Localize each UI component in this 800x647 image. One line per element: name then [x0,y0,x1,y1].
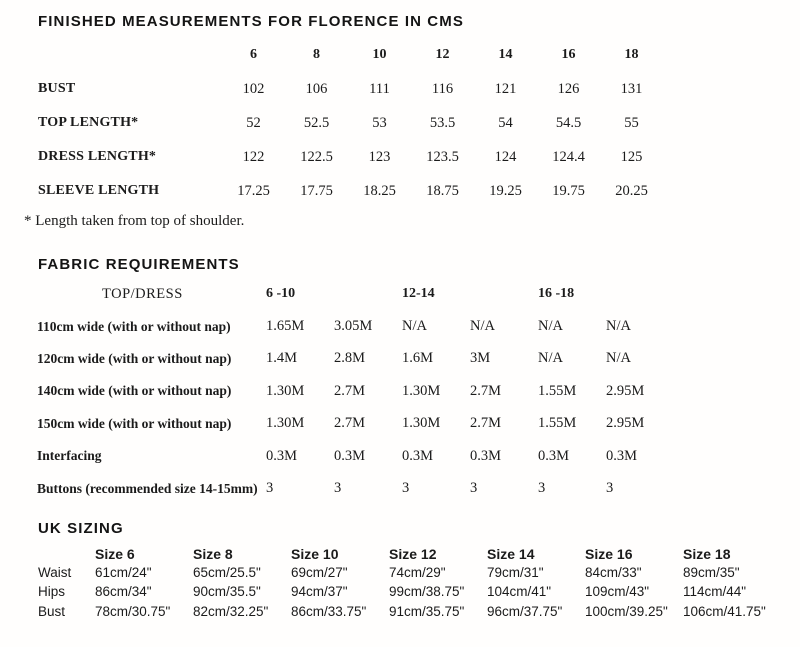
table-cell: 1.55M [538,382,577,399]
table-cell: 114cm/44" [683,584,747,600]
table-cell: 61cm/24" [95,565,152,581]
table-cell: 17.25 [237,182,270,199]
table-cell: 53 [372,114,387,131]
uk-sizing-title: UK SIZING [38,520,124,537]
table-cell: 124 [494,148,517,165]
table-cell: 2.7M [470,415,502,432]
table-cell: 1.65M [266,318,305,335]
table-cell: 3 [538,480,546,497]
table-cell: 84cm/33" [585,565,642,581]
table-cell: 1.30M [402,382,441,399]
table-cell: 2.95M [606,415,645,432]
table-cell: 1.6M [402,350,434,367]
table-cell: 53.5 [429,114,456,131]
table-cell: 122.5 [300,148,333,165]
table-cell: N/A [538,350,563,367]
table-cell: 78cm/30.75" [95,603,171,619]
size-column-header: 12 [435,47,450,62]
table-cell: 54.5 [555,114,582,131]
row-label-dress-length: DRESS LENGTH* [38,149,157,164]
table-cell: 3.05M [334,318,373,335]
table-cell: 102 [242,80,265,97]
table-cell: 91cm/35.75" [389,603,465,619]
fabric-requirements-table [37,278,674,505]
table-cell: 54 [498,114,513,131]
row-label-110cm: 110cm wide (with or without nap) [37,318,231,334]
table-cell: 100cm/39.25" [585,603,668,619]
table-cell: 0.3M [266,447,298,464]
size-column-header: 8 [313,47,320,62]
table-cell: 86cm/34" [95,584,152,600]
table-cell: N/A [606,350,631,367]
table-cell: 3 [402,480,410,497]
row-label-140cm: 140cm wide (with or without nap) [37,383,232,399]
table-cell: 124.4 [552,148,585,165]
row-label-hips: Hips [38,584,66,600]
table-cell: 1.4M [266,350,298,367]
table-cell: 19.25 [489,182,522,199]
uk-size-header: Size 8 [193,545,233,562]
table-cell: 125 [620,148,643,165]
table-cell: 116 [431,80,454,97]
table-cell: 2.95M [606,382,645,399]
table-cell: 19.75 [552,182,585,199]
row-label-bust: BUST [38,81,76,96]
table-cell: 1.30M [402,415,441,432]
size-column-header: 14 [498,47,513,62]
table-cell: 3 [266,480,274,497]
finished-measurements-title: FINISHED MEASUREMENTS FOR FLORENCE IN CMS [38,13,464,30]
table-cell: 90cm/35.5" [193,584,261,600]
table-cell: N/A [606,318,631,335]
table-cell: 106cm/41.75" [683,603,766,619]
shoulder-length-footnote: * Length taken from top of shoulder. [24,213,245,229]
table-cell: 122 [242,148,265,165]
table-cell: 18.75 [426,182,459,199]
row-label-waist: Waist [38,565,72,581]
table-cell: 3 [334,480,342,497]
uk-size-header: Size 14 [487,545,535,562]
table-cell: N/A [470,318,495,335]
uk-size-header: Size 18 [683,545,731,562]
table-cell: 104cm/41" [487,584,552,600]
table-cell: 82cm/32.25" [193,603,269,619]
table-cell: 1.30M [266,415,305,432]
table-cell: N/A [538,318,563,335]
uk-size-header: Size 12 [389,545,437,562]
table-cell: 65cm/25.5" [193,565,261,581]
table-cell: 1.30M [266,382,305,399]
uk-size-header: Size 10 [291,545,339,562]
table-cell: 121 [494,80,517,97]
table-cell: 0.3M [402,447,434,464]
row-label-150cm: 150cm wide (with or without nap) [37,415,232,431]
column-label-top-dress: TOP/DRESS [102,285,183,302]
table-cell: 126 [557,80,580,97]
uk-size-header: Size 6 [95,545,135,562]
table-cell: 79cm/31" [487,565,544,581]
table-cell: 89cm/35" [683,565,740,581]
table-cell: N/A [402,318,427,335]
size-group-header: 16 -18 [538,286,575,302]
table-cell: 0.3M [606,447,638,464]
table-cell: 3 [470,480,478,497]
table-cell: 18.25 [363,182,396,199]
table-cell: 99cm/38.75" [389,584,465,600]
size-column-header: 10 [372,47,387,62]
table-cell: 123.5 [426,148,459,165]
table-cell: 2.7M [470,382,502,399]
row-label-interfacing: Interfacing [37,448,102,464]
uk-size-header: Size 16 [585,545,633,562]
fabric-requirements-title: FABRIC REQUIREMENTS [38,256,240,273]
row-label-120cm: 120cm wide (with or without nap) [37,350,232,366]
table-cell: 52.5 [303,114,330,131]
table-cell: 0.3M [470,447,502,464]
table-cell: 1.55M [538,415,577,432]
table-cell: 20.25 [615,182,648,199]
table-cell: 2.8M [334,350,366,367]
row-label-buttons: Buttons (recommended size 14-15mm) [37,480,258,496]
table-cell: 0.3M [538,447,570,464]
table-cell: 74cm/29" [389,565,446,581]
row-label-sleeve-length: SLEEVE LENGTH [38,183,160,198]
table-cell: 2.7M [334,382,366,399]
table-cell: 3M [470,350,491,367]
size-group-header: 12-14 [402,286,435,302]
table-cell: 94cm/37" [291,584,348,600]
table-cell: 111 [369,80,390,97]
size-column-header: 6 [250,47,257,62]
finished-measurements-table [38,38,663,208]
table-cell: 3 [606,480,614,497]
table-cell: 96cm/37.75" [487,603,563,619]
table-cell: 2.7M [334,415,366,432]
size-group-header: 6 -10 [266,286,296,302]
table-cell: 17.75 [300,182,333,199]
size-column-header: 18 [624,47,639,62]
row-label-top-length: TOP LENGTH* [38,115,139,130]
uk-sizing-table [38,544,781,621]
table-cell: 131 [620,80,643,97]
table-cell: 55 [624,114,639,131]
size-column-header: 16 [561,47,576,62]
table-cell: 52 [246,114,261,131]
table-cell: 123 [368,148,391,165]
row-label-bust-uk: Bust [38,603,66,619]
table-cell: 69cm/27" [291,565,348,581]
table-cell: 0.3M [334,447,366,464]
table-cell: 106 [305,80,328,97]
table-cell: 86cm/33.75" [291,603,367,619]
table-cell: 109cm/43" [585,584,650,600]
